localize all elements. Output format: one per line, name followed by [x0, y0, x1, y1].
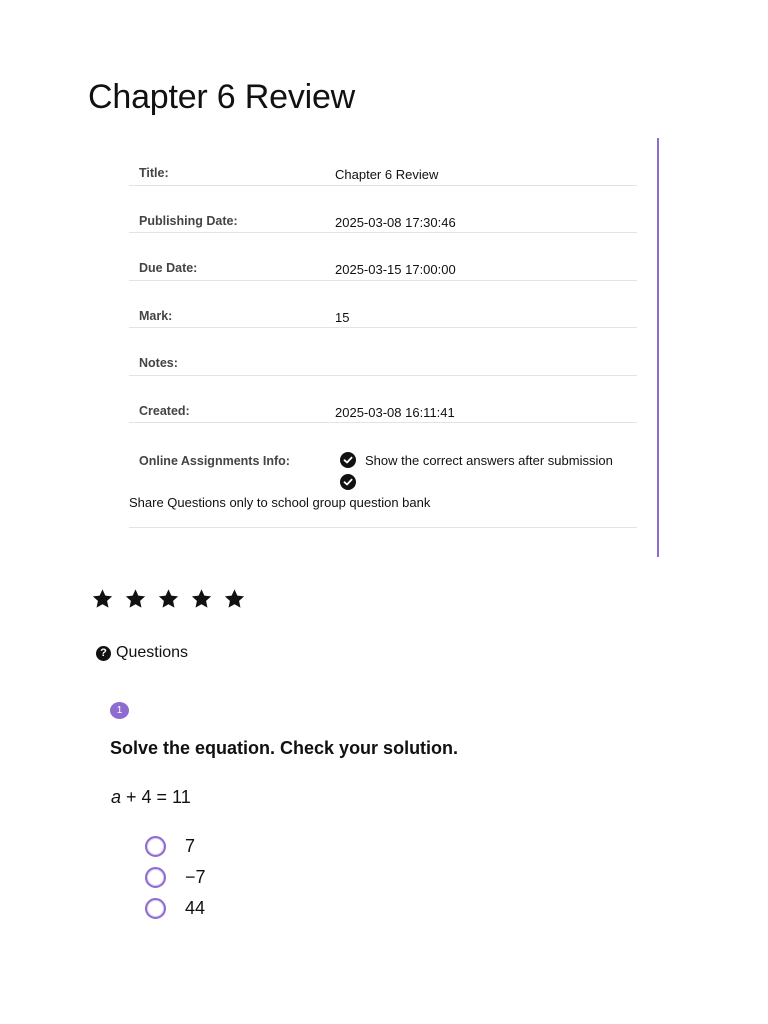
answer-option-label: −7 [185, 867, 206, 887]
question-equation [111, 787, 191, 808]
info-value: 2025-03-08 16:11:41 [335, 404, 455, 420]
info-row-publishing-date [129, 186, 637, 234]
radio-button[interactable] [145, 836, 166, 857]
online-option-text: Show the correct answers after submission [365, 452, 613, 468]
answer-option-label: 7 [185, 836, 196, 856]
info-row-notes [129, 328, 637, 376]
star-icon[interactable] [124, 588, 147, 610]
info-row-created [129, 376, 637, 424]
info-value: 2025-03-08 17:30:46 [335, 214, 456, 230]
info-label: Created: [139, 403, 190, 418]
page-title: Chapter 6 Review [88, 78, 356, 116]
assignment-info-table [129, 138, 637, 423]
equation-variable: a [111, 787, 122, 807]
info-row-mark [129, 281, 637, 329]
info-label: Mark: [139, 308, 173, 323]
star-icon[interactable] [157, 588, 180, 610]
info-label: Title: [139, 166, 169, 180]
answer-option-label: 44 [185, 898, 206, 918]
info-label: Due Date: [139, 261, 198, 275]
answer-options [145, 831, 206, 924]
info-value: Chapter 6 Review [335, 167, 439, 182]
star-rating[interactable] [91, 588, 246, 610]
assignment-info-panel [129, 138, 659, 557]
equation-rest: + 4 = 11 [121, 787, 191, 807]
answer-option[interactable] [145, 862, 206, 893]
answer-option[interactable] [145, 831, 206, 862]
check-circle-icon [340, 474, 356, 490]
question-prompt: Solve the equation. Check your solution. [110, 738, 459, 758]
star-icon[interactable] [91, 588, 114, 610]
question-circle-icon: ? [96, 646, 111, 661]
online-option-show-answers [340, 452, 613, 468]
info-row-due-date [129, 233, 637, 281]
online-assignments-info-label: Online Assignments Info: [139, 454, 290, 468]
star-icon[interactable] [223, 588, 246, 610]
divider [129, 527, 637, 528]
info-value: 15 [335, 309, 350, 325]
question-number-badge: 1 [110, 702, 129, 719]
questions-heading [96, 644, 188, 662]
star-icon[interactable] [190, 588, 213, 610]
online-option-share-questions [340, 474, 365, 490]
online-option-text: Share Questions only to school group question bank [129, 495, 431, 510]
info-label: Notes: [139, 356, 178, 370]
info-row-title [129, 138, 637, 186]
answer-option[interactable] [145, 893, 206, 924]
info-value: 2025-03-15 17:00:00 [335, 262, 456, 277]
info-label: Publishing Date: [139, 213, 238, 228]
questions-heading-label: Questions [116, 644, 189, 661]
radio-button[interactable] [145, 898, 166, 919]
radio-button[interactable] [145, 867, 166, 888]
check-circle-icon [340, 452, 356, 468]
